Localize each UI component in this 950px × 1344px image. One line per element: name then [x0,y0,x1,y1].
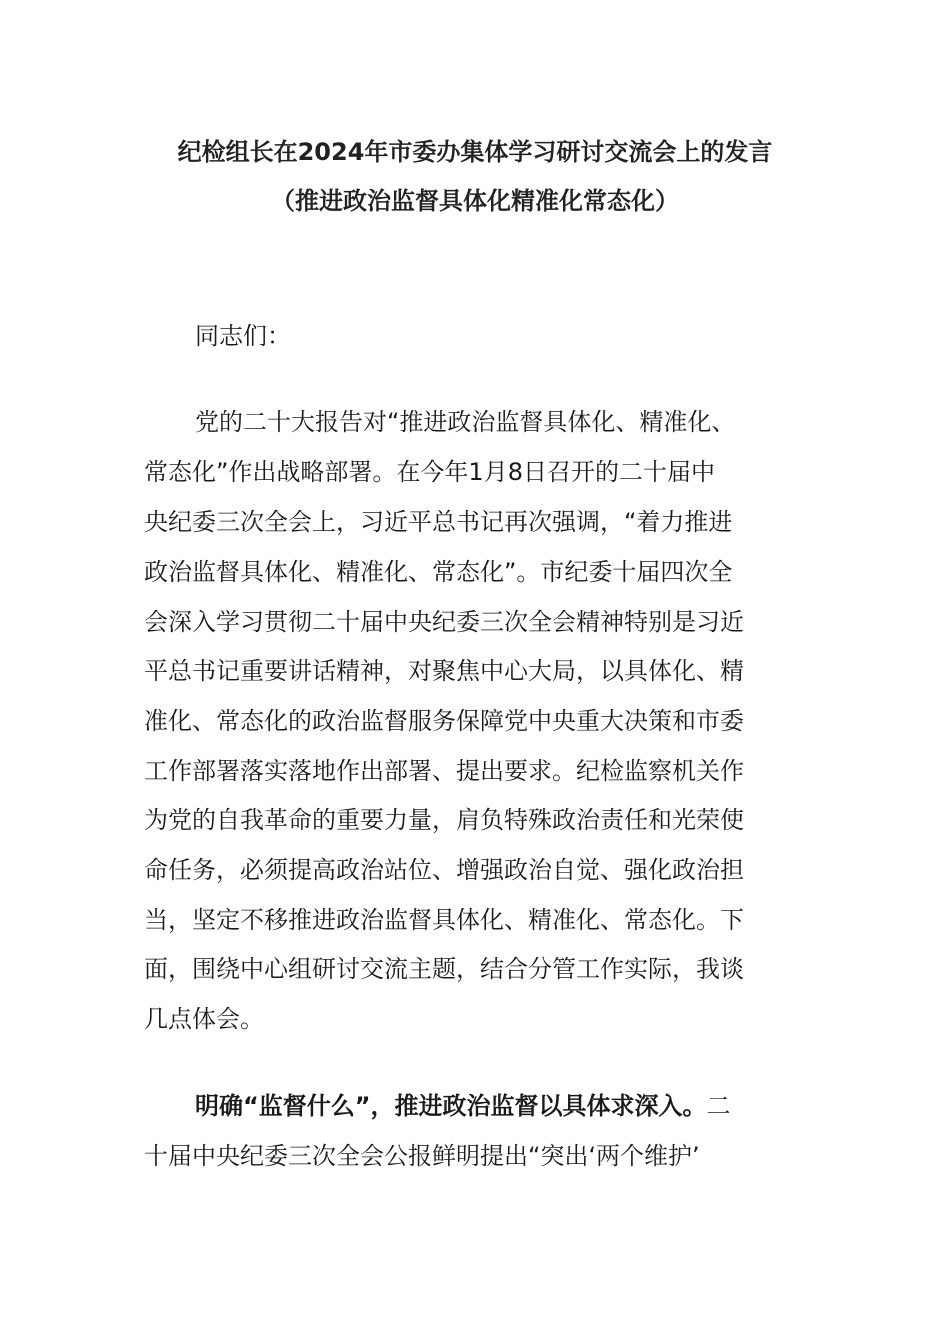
document-title-line-1: 纪检组长在2024年市委办集体学习研讨交流会上的发言 [177,138,773,166]
paragraph-1-line-13: 几点体会。 [144,1005,264,1033]
paragraph-1-line-7: 准化、常态化的政治监督服务保障党中央重大决策和市委 [144,707,744,735]
document-title-line-2: （推进政治监督具体化精准化常态化） [271,187,679,215]
paragraph-1-line-3: 央纪委三次全会上，习近平总书记再次强调，“着力推进 [144,508,733,536]
paragraph-1-line-5: 会深入学习贯彻二十届中央纪委三次全会精神特别是习近 [144,608,744,636]
paragraph-1-line-12: 面，围绕中心组研讨交流主题，结合分管工作实际，我谈 [144,955,744,983]
paragraph-1-line-1: 党的二十大报告对“推进政治监督具体化、精准化、 [195,408,736,436]
paragraph-1-line-2: 常态化”作出战略部署。在今年1月8日召开的二十届中 [144,458,715,486]
paragraph-1-line-8: 工作部署落实落地作出部署、提出要求。纪检监察机关作 [144,757,744,785]
paragraph-1-line-11: 当，坚定不移推进政治监督具体化、精准化、常态化。下 [144,906,744,934]
salutation: 同志们： [195,322,291,350]
paragraph-2-heading: 明确“监督什么”，推进政治监督以具体求深入。 [195,1092,707,1120]
paragraph-1-line-4: 政治监督具体化、精准化、常态化”。市纪委十届四次全 [144,558,733,586]
paragraph-2-line-1-rest: 二 [706,1092,731,1120]
paragraph-1-line-10: 命任务，必须提高政治站位、增强政治自觉、强化政治担 [144,856,744,884]
paragraph-2-line-2: 十届中央纪委三次全会公报鲜明提出“突出‘两个维护’ [144,1142,700,1170]
paragraph-1-line-9: 为党的自我革命的重要力量，肩负特殊政治责任和光荣使 [144,806,744,834]
paragraph-2-line-1 [195,1091,731,1121]
paragraph-1-line-6: 平总书记重要讲话精神，对聚焦中心大局，以具体化、精 [144,657,744,685]
